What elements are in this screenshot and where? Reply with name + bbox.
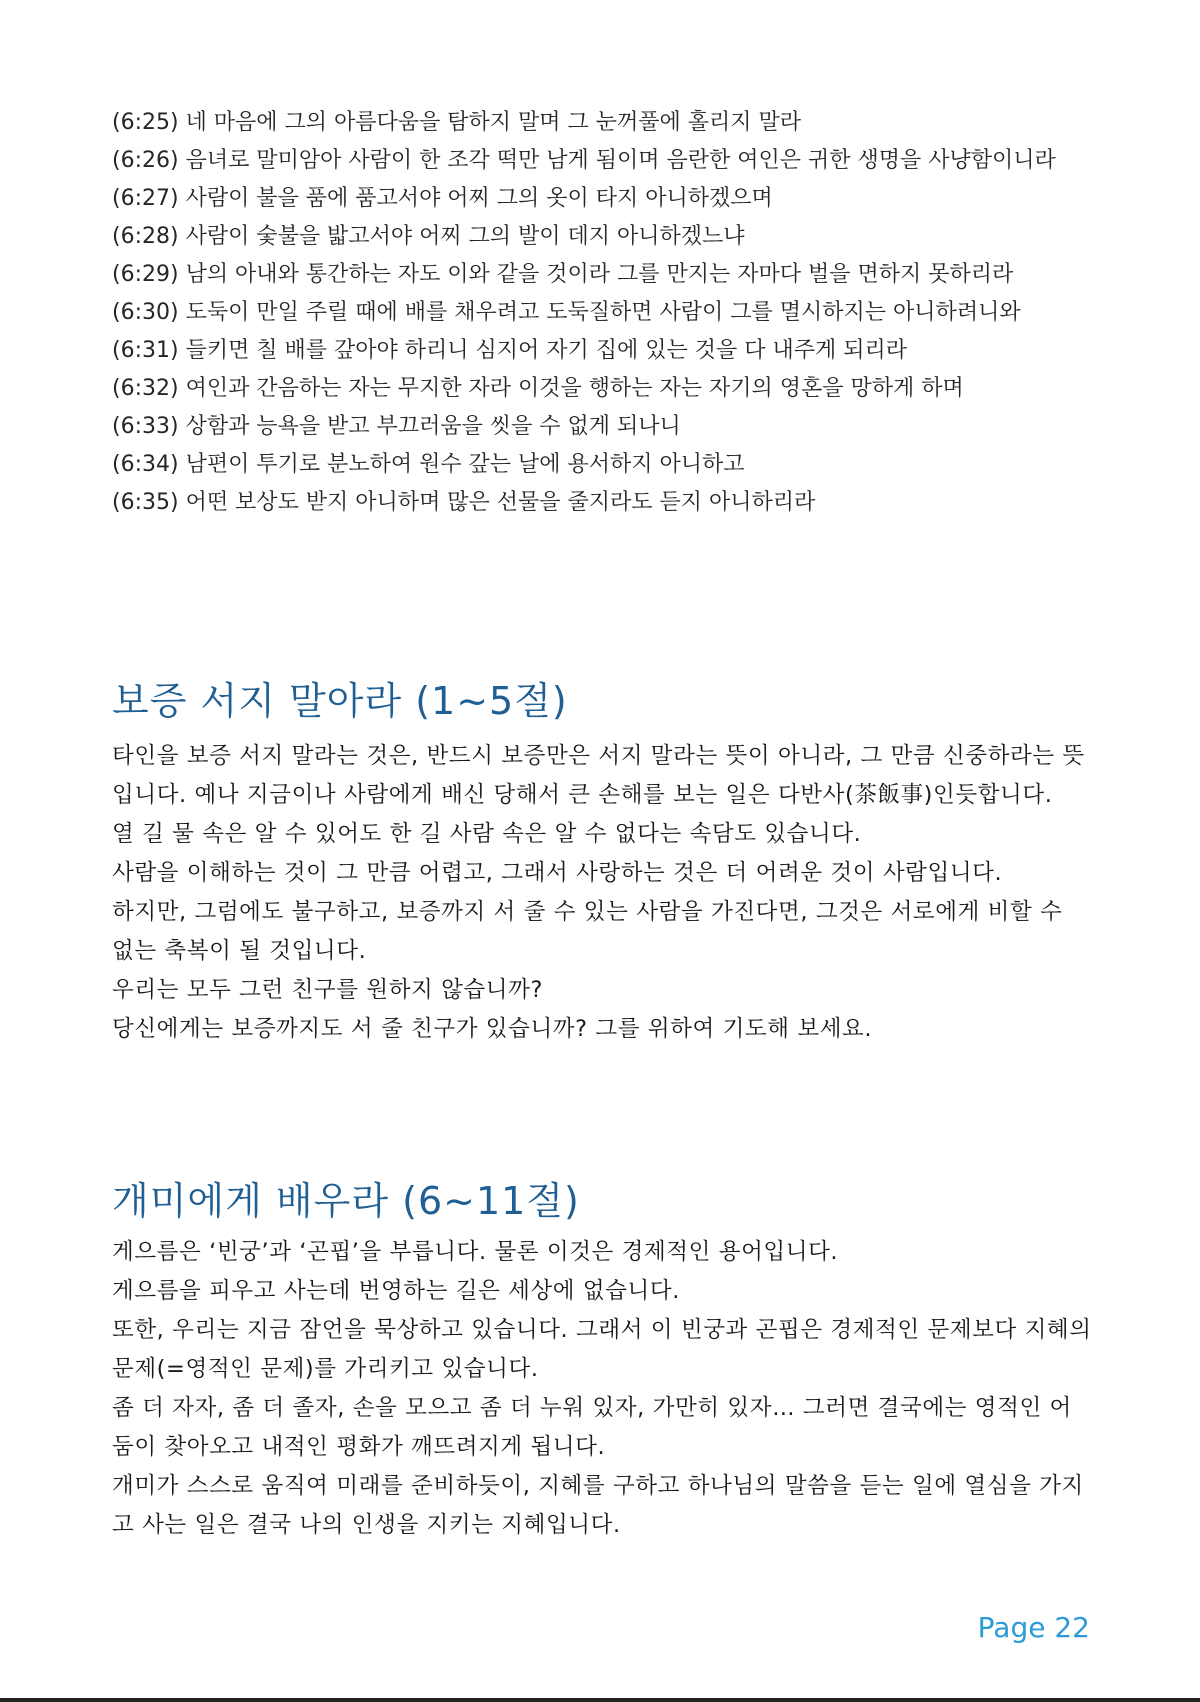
paragraph: 좀 더 자자, 좀 더 졸자, 손을 모으고 좀 더 누워 있자, 가만히 있자… 그러면 결국에는 영적인 어둠이 찾아오고 내적인 평화가 깨뜨려지게 됩니다. bbox=[112, 1395, 1072, 1460]
verse-6-31: (6:31) 들키면 칠 배를 갚아야 하리니 심지어 자기 집에 있는 것을 다 내주게 되리라 bbox=[112, 338, 908, 363]
section-title-surety: 보증 서지 말아라 (1~5절) bbox=[112, 679, 568, 723]
verse-6-35: (6:35) 어떤 보상도 받지 아니하며 많은 선물을 줄지라도 듣지 아니하리라 bbox=[112, 490, 816, 515]
verse-6-26: (6:26) 음녀로 말미암아 사람이 한 조각 떡만 남게 됨이며 음란한 여인은 귀한 생명을 사냥함이니라 bbox=[112, 148, 1056, 173]
page-number: Page 22 bbox=[977, 1611, 1090, 1644]
paragraph: 사람을 이해하는 것이 그 만큼 어렵고, 그래서 사랑하는 것은 더 어려운 것이 사람입니다. bbox=[112, 860, 1003, 886]
paragraph: 열 길 물 속은 알 수 있어도 한 길 사람 속은 알 수 없다는 속담도 있습니다. bbox=[112, 821, 862, 847]
footer-divider bbox=[0, 1698, 1200, 1702]
verse-list bbox=[112, 104, 1092, 522]
section-body-ant bbox=[112, 1233, 1092, 1545]
paragraph: 우리는 모두 그런 친구를 원하지 않습니까? bbox=[112, 977, 543, 1003]
verse-6-29: (6:29) 남의 아내와 통간하는 자도 이와 같을 것이라 그를 만지는 자마다 벌을 면하지 못하리라 bbox=[112, 262, 1014, 287]
verse-6-25: (6:25) 네 마음에 그의 아름다움을 탐하지 말며 그 눈꺼풀에 홀리지 말라 bbox=[112, 110, 802, 135]
paragraph: 하지만, 그럼에도 불구하고, 보증까지 서 줄 수 있는 사람을 가진다면, 그것은 서로에게 비할 수 없는 축복이 될 것입니다. bbox=[112, 899, 1063, 964]
verse-6-28: (6:28) 사람이 숯불을 밟고서야 어찌 그의 발이 데지 아니하겠느냐 bbox=[112, 224, 745, 249]
paragraph: 타인을 보증 서지 말라는 것은, 반드시 보증만은 서지 말라는 뜻이 아니라, 그 만큼 신중하라는 뜻입니다. 예나 지금이나 사람에게 배신 당해서 큰 손해를 보는 일은 다반사(茶飯事)인듯합니다. bbox=[112, 743, 1085, 808]
paragraph: 또한, 우리는 지금 잠언을 묵상하고 있습니다. 그래서 이 빈궁과 곤핍은 경제적인 문제보다 지혜의 문제(=영적인 문제)를 가리키고 있습니다. bbox=[112, 1317, 1092, 1382]
paragraph: 게으름을 피우고 사는데 번영하는 길은 세상에 없습니다. bbox=[112, 1278, 680, 1304]
verse-6-32: (6:32) 여인과 간음하는 자는 무지한 자라 이것을 행하는 자는 자기의 영혼을 망하게 하며 bbox=[112, 376, 964, 401]
verse-6-30: (6:30) 도둑이 만일 주릴 때에 배를 채우려고 도둑질하면 사람이 그를 멸시하지는 아니하려니와 bbox=[112, 300, 1021, 325]
paragraph: 게으름은 ‘빈궁’과 ‘곤핍’을 부릅니다. 물론 이것은 경제적인 용어입니다. bbox=[112, 1239, 839, 1265]
paragraph: 당신에게는 보증까지도 서 줄 친구가 있습니까? 그를 위하여 기도해 보세요. bbox=[112, 1016, 873, 1042]
verse-6-33: (6:33) 상함과 능욕을 받고 부끄러움을 씻을 수 없게 되나니 bbox=[112, 414, 681, 439]
paragraph: 개미가 스스로 움직여 미래를 준비하듯이, 지혜를 구하고 하나님의 말씀을 듣는 일에 열심을 가지고 사는 일은 결국 나의 인생을 지키는 지혜입니다. bbox=[112, 1473, 1084, 1538]
verse-6-34: (6:34) 남편이 투기로 분노하여 원수 갚는 날에 용서하지 아니하고 bbox=[112, 452, 745, 477]
section-title-ant: 개미에게 배우라 (6~11절) bbox=[112, 1179, 580, 1223]
section-body-surety bbox=[112, 737, 1092, 1049]
verse-6-27: (6:27) 사람이 불을 품에 품고서야 어찌 그의 옷이 타지 아니하겠으며 bbox=[112, 186, 773, 211]
